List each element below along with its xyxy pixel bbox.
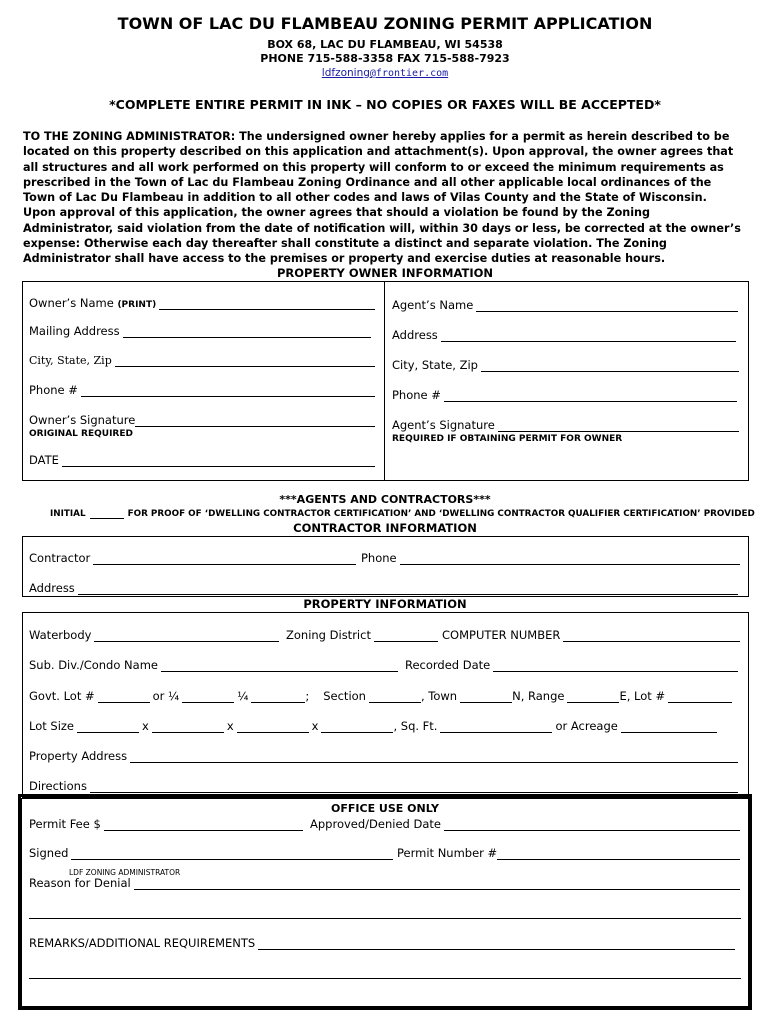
agent-phone-field[interactable]: Phone # [392,388,737,402]
agent-signature-field[interactable]: Agent’s Signature [392,418,739,432]
office-address: BOX 68, LAC DU FLAMBEAU, WI 54538 [267,38,503,51]
email-domain: @frontier.com [369,68,449,79]
contractor-phone-field[interactable]: Phone [361,551,740,565]
subdiv-condo-field[interactable]: Sub. Div./Condo Name [29,658,398,672]
recorded-date-field[interactable]: Recorded Date [405,658,738,672]
agent-city-state-zip-field[interactable]: City, State, Zip [392,358,739,372]
contractor-address-field[interactable]: Address [29,581,738,595]
computer-number-field[interactable]: COMPUTER NUMBER [442,628,740,642]
form-title: TOWN OF LAC DU FLAMBEAU ZONING PERMIT APPLICATION [117,14,653,33]
owner-signature-field[interactable]: Owner’s Signature [29,413,375,427]
mailing-address-field[interactable]: Mailing Address [29,324,371,338]
denial-extra-line[interactable] [29,918,741,919]
directions-field[interactable]: Directions [29,779,738,793]
agent-address-field[interactable]: Address [392,328,736,342]
date-field[interactable]: DATE [29,453,375,467]
ink-warning: *COMPLETE ENTIRE PERMIT IN INK – NO COPIES OR FAXES WILL BE ACCEPTED* [109,97,661,112]
owner-section-heading: PROPERTY OWNER INFORMATION [276,266,494,280]
original-required-note: ORIGINAL REQUIRED [29,429,133,439]
permit-fee-field[interactable]: Permit Fee $ [29,817,303,831]
property-section-heading: PROPERTY INFORMATION [303,597,467,611]
intro-statement: TO THE ZONING ADMINISTRATOR: The undersigned owner hereby applies for a permit as herein described to be located on this property described on this application and attachment(s). Upon approval, the owner agrees that all structures and all work performed on this property will conform to or exceed the minimum requirements as prescribed in the Town of Lac du Flambeau Zoning Ordinance and all other applicable local ordinances of the Town of Lac Du Flambeau in addition to all other codes and laws of Vilas County and the State of Wisconsin. Upon approval of this application, the owner agrees that should a violation be found by the Zoning Administrator, said violation from the date of notification will, within 30 days or less, be corrected at the owner’s expense: Otherwise each day thereafter shall constitute a distinct and separate violation. The Zoning Administrator shall have access to the premises or property and exercise duties at reasonable hours. [23,130,741,266]
owner-city-state-zip-field[interactable]: City, State, Zip [29,354,375,367]
zoning-district-field[interactable]: Zoning District [286,628,438,642]
waterbody-field[interactable]: Waterbody [29,628,279,642]
initial-certification-line[interactable]: INITIAL FOR PROOF OF ‘DWELLING CONTRACTOR CERTIFICATION’ AND ‘DWELLING CONTRACTOR QUALIFIER CERTIFICATION’ PROVIDED [50,509,755,519]
property-address-field[interactable]: Property Address [29,749,738,763]
office-email[interactable] [0,66,770,79]
agent-required-note: REQUIRED IF OBTAINING PERMIT FOR OWNER [392,434,623,444]
govt-lot-row[interactable]: Govt. Lot # or ¼ ¼ ; Section , Town N, Range E, Lot # [29,689,735,703]
remarks-extra-line[interactable] [29,978,741,979]
agents-heading: ***AGENTS AND CONTRACTORS*** [279,493,491,506]
owner-box-divider [384,281,385,481]
contractor-name-field[interactable]: Contractor [29,551,356,565]
office-use-heading: OFFICE USE ONLY [331,802,439,815]
agent-name-field[interactable]: Agent’s Name [392,298,738,312]
email-user: ldfzoning [321,67,370,79]
lot-size-row[interactable]: Lot Size x x x , Sq. Ft. or Acreage [29,719,720,733]
signed-field[interactable]: Signed [29,846,393,860]
owner-name-field[interactable]: Owner’s Name (PRINT) [29,296,375,310]
office-phone-fax: PHONE 715-588-3358 FAX 715-588-7923 [260,52,510,65]
owner-phone-field[interactable]: Phone # [29,383,375,397]
approved-denied-date-field[interactable]: Approved/Denied Date [310,817,740,831]
permit-number-field[interactable]: Permit Number # [397,846,740,860]
initial-blank[interactable] [90,509,124,519]
reason-for-denial-field[interactable]: Reason for Denial [29,876,740,890]
remarks-field[interactable]: REMARKS/ADDITIONAL REQUIREMENTS [29,936,735,950]
contractor-section-heading: CONTRACTOR INFORMATION [293,521,477,535]
ldf-admin-caption: LDF ZONING ADMINISTRATOR [69,868,181,877]
